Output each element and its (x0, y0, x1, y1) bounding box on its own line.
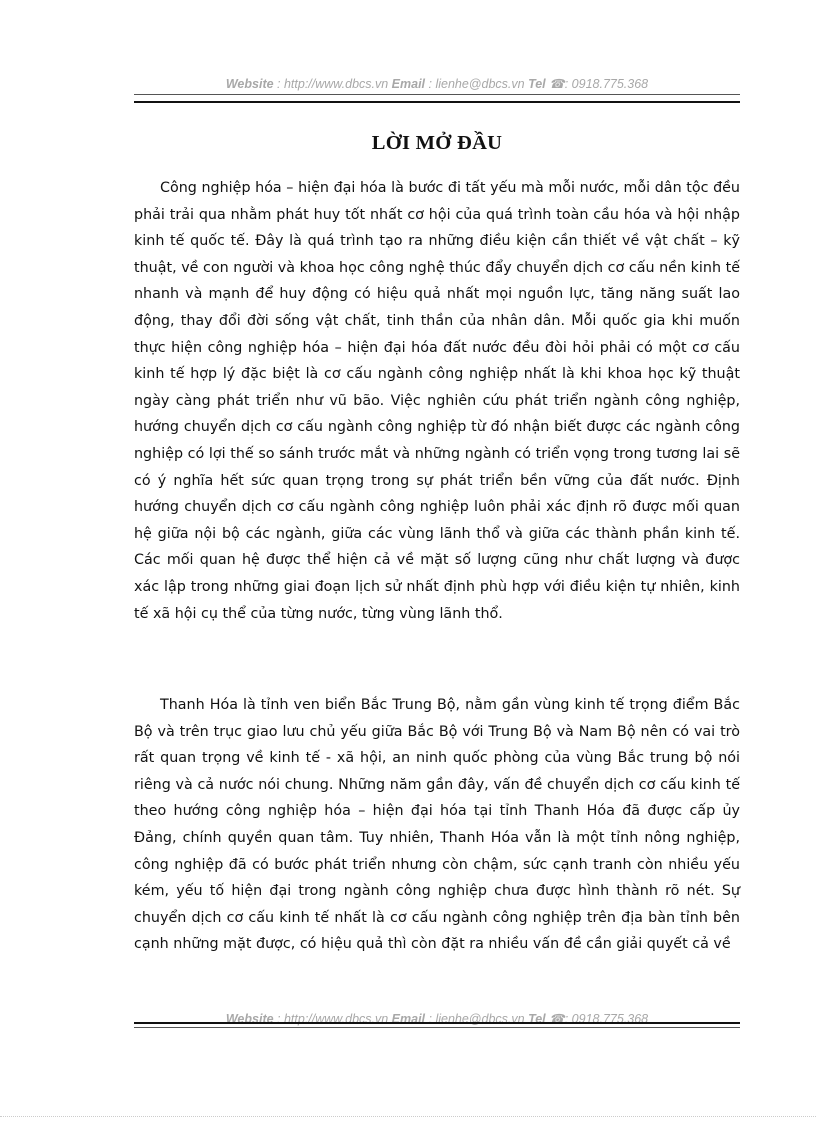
tel-label: Tel (528, 77, 546, 91)
email-label: Email (391, 77, 426, 91)
website-value: : http://www.dbcs.vn (273, 77, 392, 91)
footer-rule-thick (134, 1022, 740, 1024)
footer-tel-value: ☎: 0918.775.368 (545, 1012, 649, 1026)
page-title: LỜI MỞ ĐẦU (371, 132, 503, 154)
page-bottom-divider (0, 1116, 816, 1117)
paragraph-1: Công nghiệp hóa – hiện đại hóa là bước đi tất yếu mà mỗi nước, mỗi dân tộc đều phải trải qua nhằm phát huy tốt nhất cơ hội của quá trình toàn cầu hóa và hội nhập kinh tế quốc tế. Đây là quá trình tạo ra những điều kiện cần thiết về vật chất – kỹ thuật, về con người và khoa học công nghệ thúc đẩy chuyển dịch cơ cấu nền kinh tế nhanh và mạnh để huy động có hiệu quả nhất mọi nguồn lực, tăng năng suất lao động, thay đổi đời sống vật chất, tinh thần của nhân dân. Mỗi quốc gia khi muốn thực hiện công nghiệp hóa – hiện đại hóa đất nước đều đòi hỏi phải có một cơ cấu kinh tế hợp lý đặc biệt là cơ cấu ngành công nghiệp nhất là khi khoa học kỹ thuật ngày càng phát triển như vũ bão. Việc nghiên cứu phát triển ngành công nghiệp, hướng chuyển dịch cơ cấu ngành công nghiệp từ đó nhận biết được các ngành công nghiệp có lợi thế so sánh trước mắt và những ngành có triển vọng trong tương lai sẽ có ý nghĩa hết sức quan trọng trong sự phát triển bền vững của đất nước. Định hướng chuyển dịch cơ cấu ngành công nghiệp luôn phải xác định rõ được mối quan hệ giữa nội bộ các ngành, giữa các vùng lãnh thổ và giữa các thành phần kinh tế. Các mối quan hệ được thể hiện cả về mặt số lượng cũng như chất lượng và được xác lập trong những giai đoạn lịch sử nhất định phù hợp với điều kiện tự nhiên, kinh tế xã hội cụ thể của từng nước, từng vùng lãnh thổ. (134, 180, 740, 622)
paragraph-2: Thanh Hóa là tỉnh ven biển Bắc Trung Bộ, nằm gần vùng kinh tế trọng điểm Bắc Bộ và trên trục giao lưu chủ yếu giữa Bắc Bộ với Trung Bộ và Nam Bộ nên có vai trò rất quan trọng về kinh tế - xã hội, an ninh quốc phòng của vùng Bắc trung bộ nói riêng và cả nước nói chung. Những năm gần đây, vấn đề chuyển dịch cơ cấu kinh tế theo hướng công nghiệp hóa – hiện đại hóa tại tỉnh Thanh Hóa đã được cấp ủy Đảng, chính quyền quan tâm. Tuy nhiên, Thanh Hóa vẫn là một tỉnh nông nghiệp, công nghiệp đã có bước phát triển nhưng còn chậm, sức cạnh tranh còn nhiều yếu kém, yếu tố hiện đại trong ngành công nghiệp chưa được hình thành rõ nét. Sự chuyển dịch cơ cấu kinh tế nhất là cơ cấu ngành công nghiệp trên địa bàn tỉnh bên cạnh những mặt được, có hiệu quả thì còn đặt ra nhiều vấn đề cần giải quyết cả về (134, 697, 740, 953)
website-label: Website (225, 77, 274, 91)
header-rule-thin (134, 94, 740, 95)
tel-value: ☎: 0918.775.368 (545, 77, 649, 91)
footer-tel-label: Tel (528, 1012, 546, 1026)
page-header (134, 76, 740, 91)
footer-email-value: : lienhe@dbcs.vn (425, 1012, 529, 1026)
footer-rule-thin (134, 1027, 740, 1028)
footer-email-label: Email (391, 1012, 426, 1026)
footer-website-value: : http://www.dbcs.vn (273, 1012, 392, 1026)
email-value: : lienhe@dbcs.vn (425, 77, 529, 91)
footer-website-label: Website (225, 1012, 274, 1026)
header-rule-thick (134, 101, 740, 103)
